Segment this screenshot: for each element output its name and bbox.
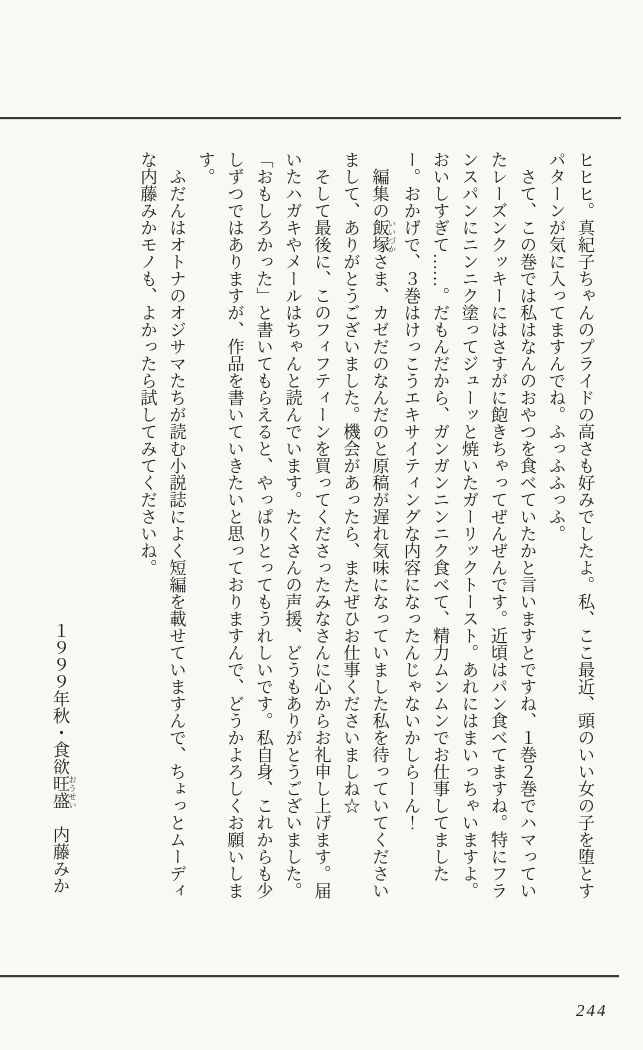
afterword-paragraph: さて、この巻では私はなんのおやつを食べていたかと言いますとですね、１巻２巻でハマっていたレーズンクッキーにはさすがに飽きちゃってぜんぜんです。近頃はパン食べてますね。特にフランスパンにニンニク塗ってジューッと焼いたガーリックトースト。あれにはまいっちゃいますよ。おいしすぎて……。だもんだから、ガンガンニンニク食べて、精力ムンムンでお仕事してましたー。おかげで、３巻はけっこうエキサイティングな内容になったんじゃないかしらーん！: [401, 151, 536, 899]
afterword-paragraph: 編集の飯塚 いいづかさま、カゼだのなんだのと原稿が遅れ気味になっていました私を待っていてくださいまして、ありがとうございました。機会があったら、またぜひお仕事くださいましね☆: [340, 151, 397, 899]
bottom-rule: [0, 975, 619, 977]
top-rule: [0, 117, 621, 119]
afterword-text: [33, 151, 599, 899]
author-signature: １９９９年秋・食欲旺盛 おうせい 内藤みか: [50, 622, 77, 894]
page-number: 244: [576, 1001, 608, 1020]
ruby-reading: おうせい: [68, 775, 77, 809]
ruby-reading: いいづか: [387, 219, 397, 253]
afterword-paragraph: そして最後に、このフィフティーンを買ってくださったみなさんに心からお礼申し上げます。届いたハガキやメールはちゃんと読んでいます。たくさんの声援、どうもありがとうございました。「おもしろかった」と書いてもらえると、やっぱりとってもうれしいです。私自身、これからも少しずつではありますが、作品を書いていきたいと思っておりますんで、どうかよろしくお願いします。: [195, 151, 331, 899]
ruby-annotated: 飯塚 いいづか: [369, 219, 397, 253]
afterword-paragraph: ふだんはオトナのオジサマたちが読む小説誌によく短編を載せていますんで、ちょっとムーディな内藤みかモノも、よかったら試してみてくださいね。: [137, 151, 186, 899]
afterword-paragraph: ヒヒヒ。真紀子ちゃんのプライドの高さも好みでしたよ。私、ここ最近、頭のいい女の子を堕とすパターンが気に入ってますんでね。ふっふふっふ。: [546, 151, 594, 899]
ruby-annotated: 旺盛 おうせい: [50, 775, 77, 809]
